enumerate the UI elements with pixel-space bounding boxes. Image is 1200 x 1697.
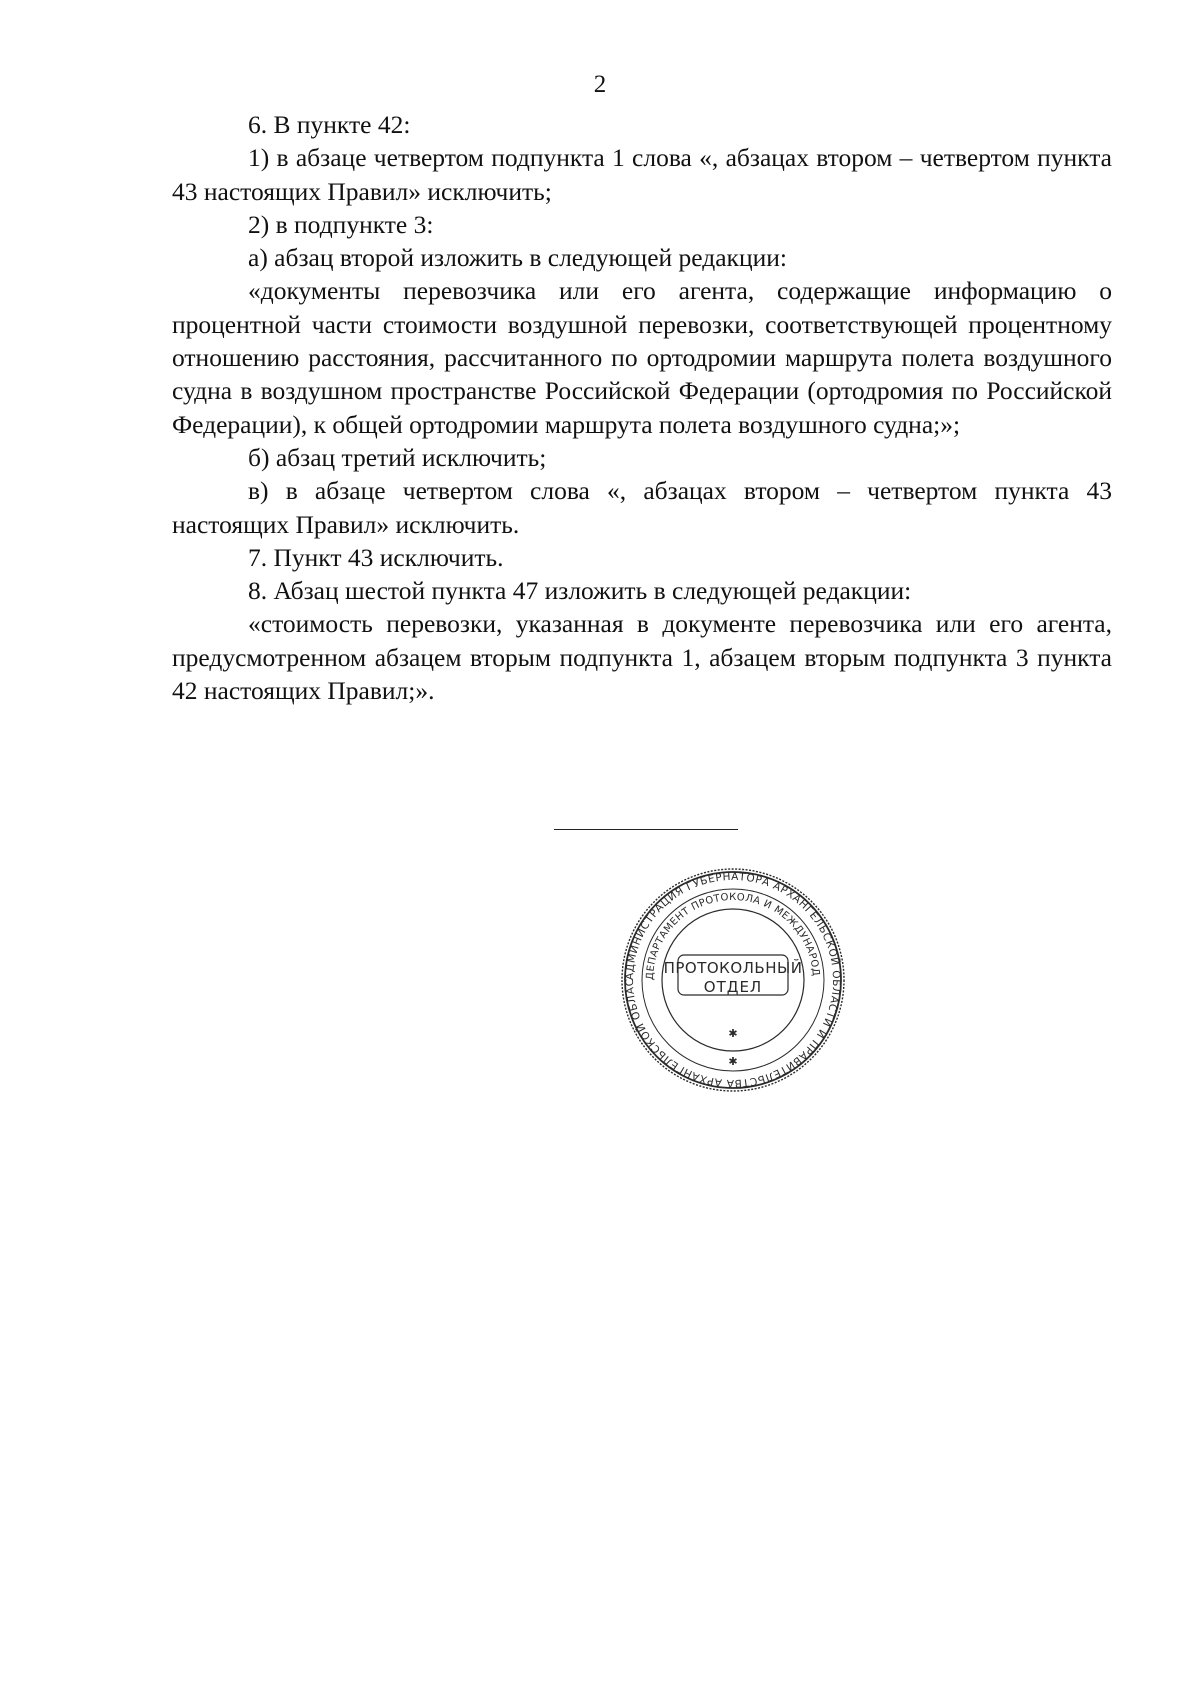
paragraph-subitem-b: б) абзац третий исключить; bbox=[248, 442, 547, 472]
paragraph-subitem-a: а) абзац второй изложить в следующей редакции: bbox=[248, 243, 787, 273]
separator-line bbox=[554, 829, 738, 830]
paragraph-subitem-1: 1) в абзаце четвертом подпункта 1 слова «, абзацах втором – четвертом пункта 43 настоящих Правил» исключить; bbox=[172, 143, 1112, 206]
paragraph-subitem-v: в) в абзаце четвертом слова «, абзацах втором – четвертом пункта 43 настоящих Правил» исключить. bbox=[172, 476, 1112, 539]
star-icon: ✱ bbox=[728, 1055, 738, 1068]
stamp-outer-textpath: АДМИНИСТРАЦИЯ ГУБЕРНАТОРА АРХАНГЕЛЬСКОЙ ОБЛАСТИ И ПРАВИТЕЛЬСТВА АРХАНГЕЛЬСКОЙ ОБЛАС bbox=[623, 870, 843, 1090]
stamp-seal-graphic bbox=[618, 865, 848, 1095]
paragraph-quote-cost: «стоимость перевозки, указанная в документе перевозчика или его агента, предусмотренном абзацем вторым подпункта 1, абзацем вторым подпункта 3 пункта 42 настоящих Правил;». bbox=[172, 609, 1112, 706]
paragraph-quote-documents: «документы перевозчика или его агента, содержащие информацию о процентной части стоимости воздушной перевозки, соответствующей процентному отношению расстояния, рассчитанного по ортодромии маршрута полета воздушного судна в воздушном пространстве Российской Федерации (ортодромия по Российской Федерации), к общей ортодромии маршрута полета воздушного судна;»; bbox=[172, 276, 1112, 439]
paragraph-item-7: 7. Пункт 43 исключить. bbox=[248, 542, 504, 572]
paragraph-item-6: 6. В пункте 42: bbox=[248, 110, 411, 139]
document-body bbox=[172, 108, 1112, 707]
stamp-inner-textpath: ДЕПАРТАМЕНТ ПРОТОКОЛА И МЕЖДУНАРОД bbox=[644, 891, 821, 981]
stamp-center-line1: ПРОТОКОЛЬНЫЙ bbox=[663, 959, 803, 977]
paragraph-subitem-2: 2) в подпункте 3: bbox=[248, 209, 434, 239]
page-number: 2 bbox=[593, 71, 607, 98]
star-icon: ✱ bbox=[728, 1027, 738, 1040]
stamp-center-line2: ОТДЕЛ bbox=[703, 978, 763, 996]
paragraph-item-8: 8. Абзац шестой пункта 47 изложить в следующей редакции: bbox=[248, 576, 912, 606]
official-stamp bbox=[618, 865, 848, 1095]
